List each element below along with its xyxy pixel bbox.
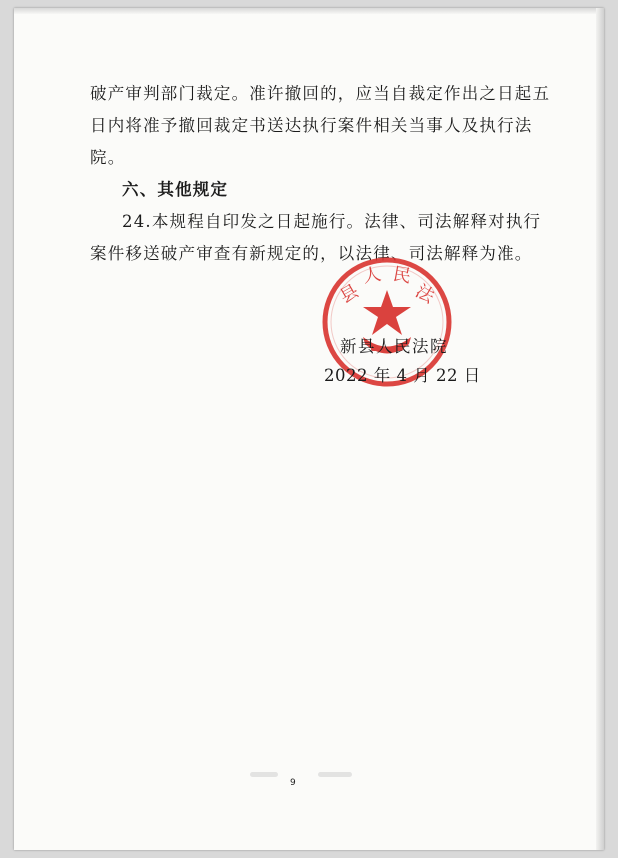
section-heading: 六、其他规定: [122, 180, 229, 199]
scan-edge-top: [14, 8, 604, 14]
svg-text:法: 法: [411, 280, 438, 308]
body-line-3: 院。: [90, 148, 126, 167]
court-name: 新县人民法院: [340, 337, 448, 356]
svg-text:人: 人: [361, 263, 383, 288]
scan-smudge-left: [250, 772, 278, 777]
scan-edge-right: [596, 8, 604, 850]
page-number: 9: [290, 778, 296, 788]
scan-smudge-right: [318, 772, 352, 777]
article-line-1: 24.本规程自印发之日起施行。法律、司法解释对执行: [122, 212, 542, 231]
svg-text:民: 民: [391, 263, 413, 288]
article-line-2: 案件移送破产审查有新规定的，以法律、司法解释为准。: [90, 244, 533, 263]
body-line-2: 日内将准予撤回裁定书送达执行案件相关当事人及执行法: [90, 116, 533, 135]
body-line-1: 破产审判部门裁定。准许撤回的，应当自裁定作出之日起五: [90, 84, 551, 103]
svg-text:县: 县: [336, 280, 363, 308]
document-date: 2022 年 4 月 22 日: [324, 366, 481, 385]
document-page: [14, 8, 604, 850]
